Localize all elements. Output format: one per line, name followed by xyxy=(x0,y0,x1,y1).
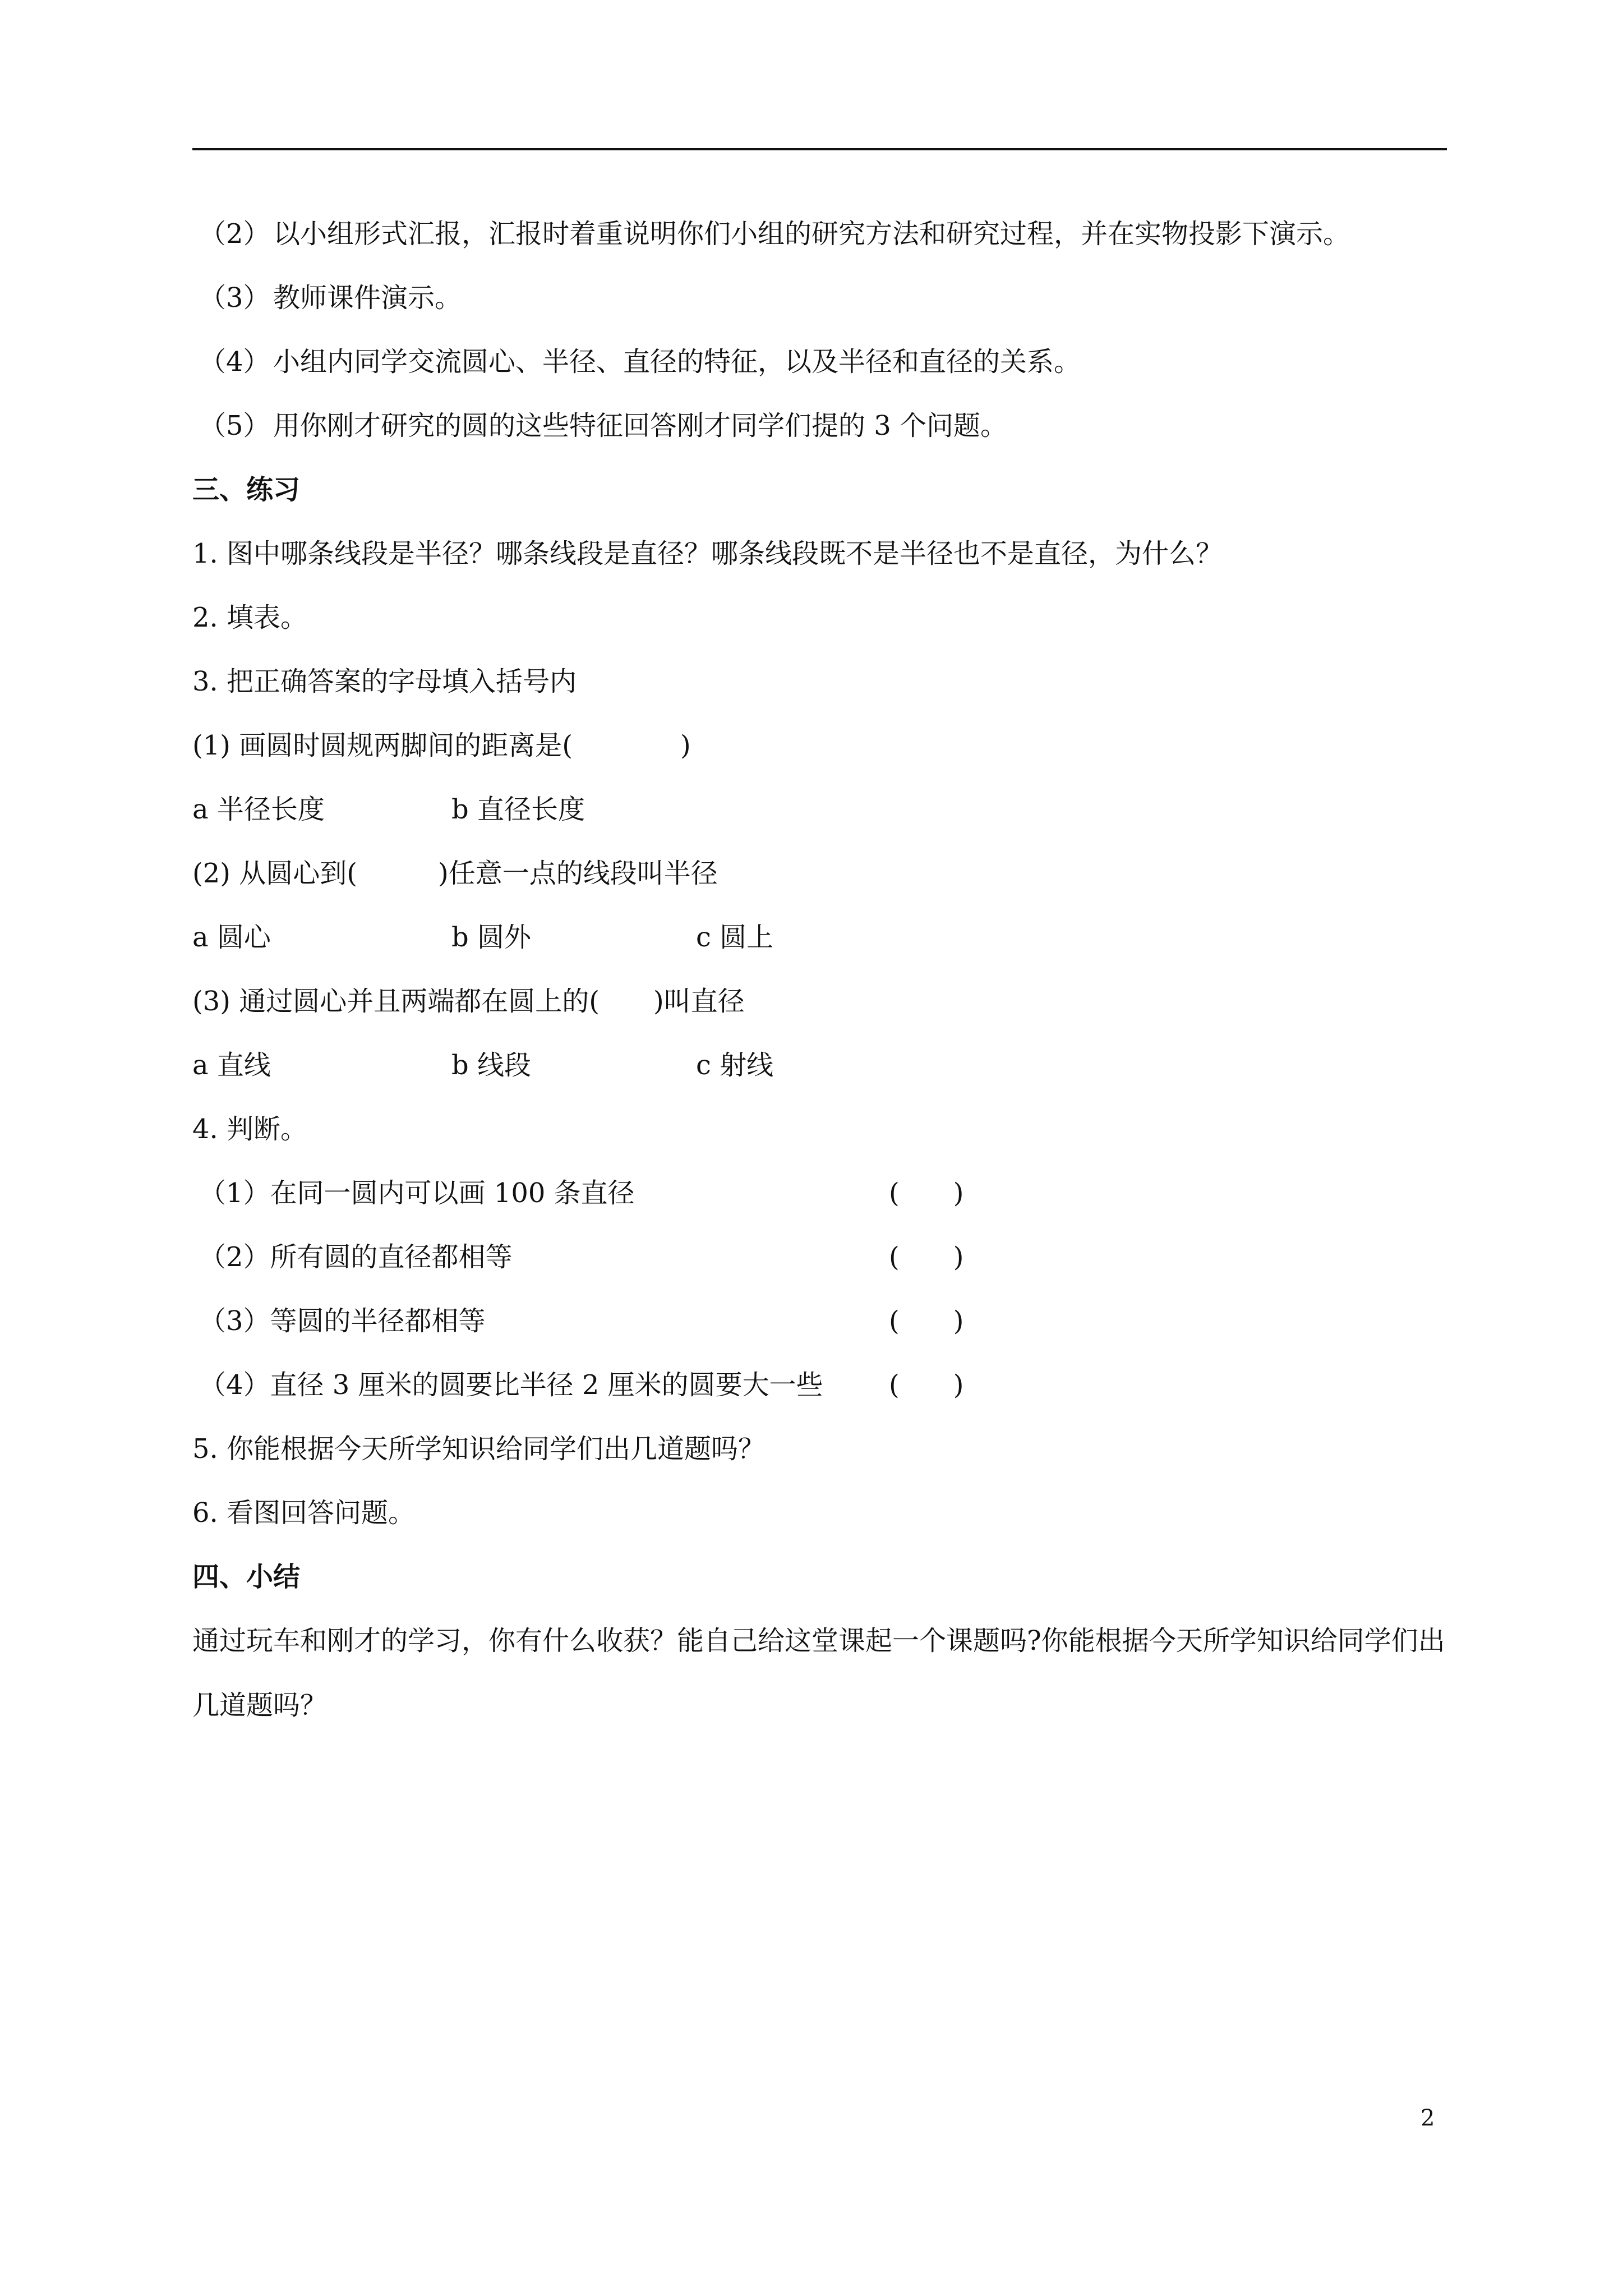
step-number: （3） xyxy=(199,282,270,314)
step-2 xyxy=(192,202,1447,266)
step-text: 教师课件演示。 xyxy=(273,282,462,314)
judgment-text: （4）直径 3 厘米的圆要比半径 2 厘米的圆要大一些 xyxy=(199,1369,823,1401)
option-a: a 圆心 xyxy=(192,922,271,953)
question-5: 5. 你能根据今天所学知识给同学们出几道题吗？ xyxy=(192,1433,766,1465)
answer-blank: ( ) xyxy=(889,1177,964,1209)
step-number: （2） xyxy=(199,218,270,250)
question-1: 1. 图中哪条线段是半径？哪条线段是直径？哪条线段既不是半径也不是直径，为什么？ xyxy=(192,538,1223,569)
sub-question-1-options xyxy=(192,777,1447,841)
sub-question-1: (1) 画圆时圆规两脚间的距离是( ) xyxy=(192,730,691,761)
question-4: 4. 判断。 xyxy=(192,1114,308,1145)
sub-question-2: (2) 从圆心到( )任意一点的线段叫半径 xyxy=(192,858,718,889)
option-a: a 半径长度 xyxy=(192,794,325,825)
judgment-4 xyxy=(192,1353,1447,1417)
judgment-3 xyxy=(192,1289,1447,1353)
option-c: c 射线 xyxy=(696,1050,774,1081)
step-number: （4） xyxy=(199,346,270,378)
answer-blank: ( ) xyxy=(889,1369,964,1401)
step-5 xyxy=(192,394,1447,458)
page-number: 2 xyxy=(1421,2105,1435,2131)
section-heading-practice: 三、练习 xyxy=(192,474,301,505)
sub-question-3-options xyxy=(192,1033,1447,1097)
option-c: c 圆上 xyxy=(696,922,774,953)
step-number: （5） xyxy=(199,410,270,441)
step-3 xyxy=(192,266,1447,330)
step-text: 小组内同学交流圆心、半径、直径的特征，以及半径和直径的关系。 xyxy=(273,346,1081,378)
judgment-text: （2）所有圆的直径都相等 xyxy=(199,1241,513,1273)
summary-paragraph: 通过玩车和刚才的学习，你有什么收获？能自己给这堂课起一个课题吗?你能根据今天所学知识给同学们出几道题吗？ xyxy=(192,1625,1445,1721)
section-heading-summary: 四、小结 xyxy=(192,1561,301,1593)
step-text: 以小组形式汇报，汇报时着重说明你们小组的研究方法和研究过程，并在实物投影下演示。 xyxy=(273,218,1350,250)
sub-question-3: (3) 通过圆心并且两端都在圆上的( )叫直径 xyxy=(192,986,745,1017)
header-rule xyxy=(192,148,1447,150)
judgment-2 xyxy=(192,1225,1447,1289)
answer-blank: ( ) xyxy=(889,1241,964,1273)
question-2: 2. 填表。 xyxy=(192,602,308,633)
option-b: b 线段 xyxy=(451,1050,531,1081)
step-text: 用你刚才研究的圆的这些特征回答刚才同学们提的 3 个问题。 xyxy=(273,410,1008,441)
judgment-text: （3）等圆的半径都相等 xyxy=(199,1305,486,1337)
judgment-1 xyxy=(192,1161,1447,1225)
option-b: b 圆外 xyxy=(451,922,531,953)
judgment-text: （1）在同一圆内可以画 100 条直径 xyxy=(199,1177,635,1209)
step-4 xyxy=(192,330,1447,394)
question-3: 3. 把正确答案的字母填入括号内 xyxy=(192,666,577,697)
option-a: a 直线 xyxy=(192,1050,271,1081)
option-b: b 直径长度 xyxy=(451,794,585,825)
page-content xyxy=(192,202,1447,1738)
question-6: 6. 看图回答问题。 xyxy=(192,1497,416,1529)
sub-question-2-options xyxy=(192,905,1447,969)
answer-blank: ( ) xyxy=(889,1305,964,1337)
